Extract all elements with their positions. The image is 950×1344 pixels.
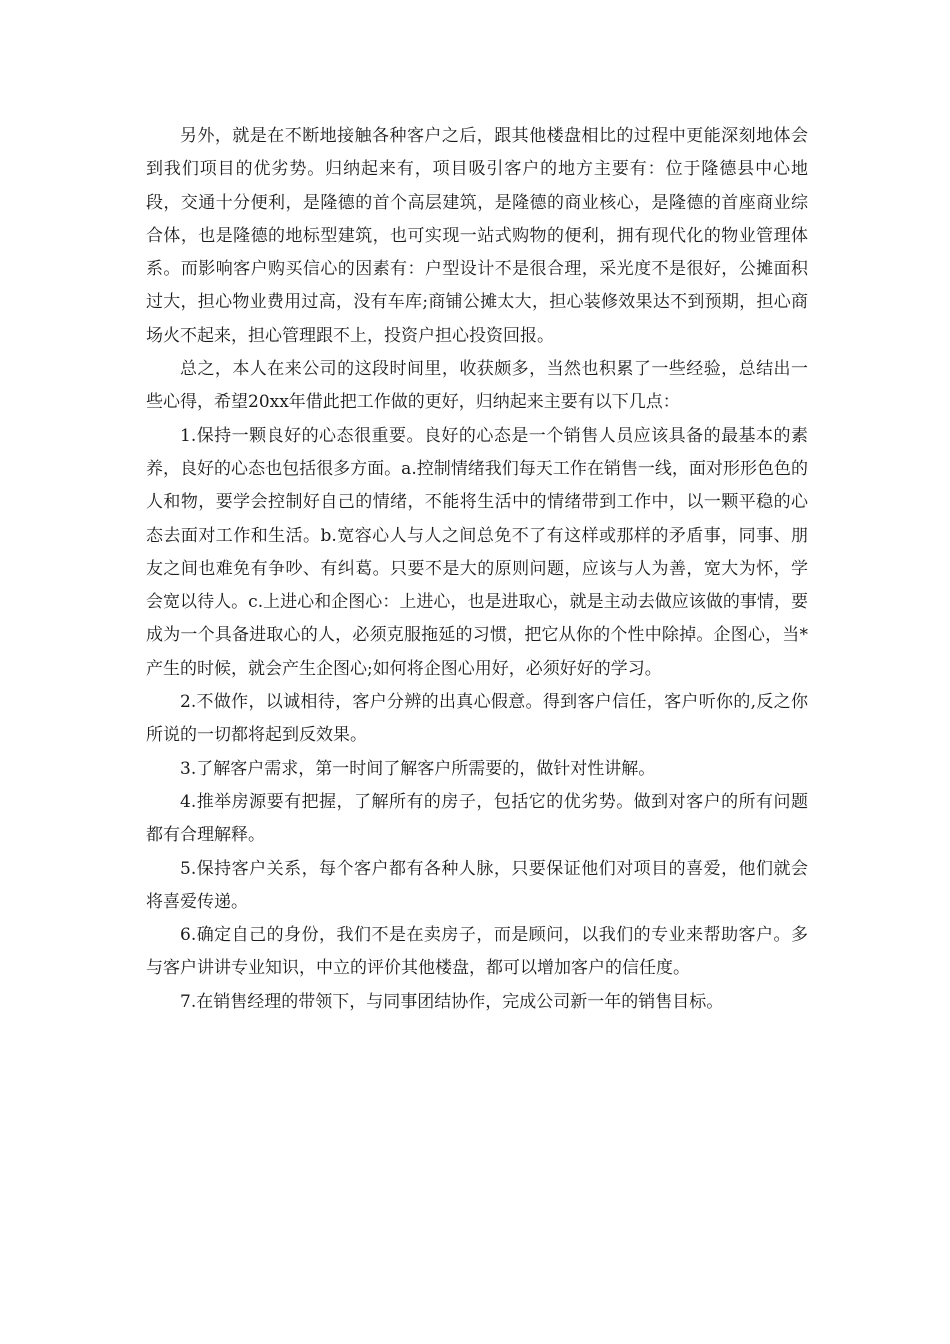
list-item-3-customer-needs: 3.了解客户需求，第一时间了解客户所需要的，做针对性讲解。 (180, 758, 656, 779)
paragraph-summary-intro: 总之，本人在来公司的这段时间里，收获颇多，当然也积累了一些经验，总结出一些心得，希望20xx年借此把工作做的更好，归纳起来主要有以下几点： (146, 359, 808, 413)
list-item-1-mindset: 1.保持一颗良好的心态很重要。良好的心态是一个销售人员应该具备的最基本的素养，良好的心态也包括很多方面。a.控制情绪我们每天工作在销售一线，面对形形色色的人和物，要学会控制好自己的情绪，不能将生活中的情绪带到工作中，以一颗平稳的心态去面对工作和生活。b.宽容心人与人之间总免不了有这样或那样的矛盾事，同事、朋友之间也难免有争吵、有纠葛。只要不是大的原则问题，应该与人为善，宽大为怀，学会宽以待人。c.上进心和企图心：上进心，也是进取心，就是主动去做应该做的事情，要成为一个具备进取心的人，必须克服拖延的习惯，把它从你的个性中除掉。企图心，当*产生的时候，就会产生企图心;如何将企图心用好，必须好好的学习。 (146, 425, 808, 679)
document-body (146, 120, 808, 1019)
list-item-4-property-knowledge: 4.推举房源要有把握，了解所有的房子，包括它的优劣势。做到对客户的所有问题都有合理解释。 (146, 791, 808, 846)
paragraph-project-strengths: 另外，就是在不断地接触各种客户之后，跟其他楼盘相比的过程中更能深刻地体会到我们项目的优劣势。归纳起来有，项目吸引客户的地方主要有：位于隆德县中心地段，交通十分便利，是隆德的首个高层建筑，是隆德的商业核心，是隆德的首座商业综合体，也是隆德的地标型建筑，也可实现一站式购物的便利，拥有现代化的物业管理体系。而影响客户购买信心的因素有：户型设计不是很合理，采光度不是很好，公摊面积过大，担心物业费用过高，没有车库;商铺公摊太大，担心装修效果达不到预期，担心商场火不起来，担心管理跟不上，投资户担心投资回报。 (146, 126, 808, 346)
list-item-6-consultant-role: 6.确定自己的身份，我们不是在卖房子，而是顾问，以我们的专业来帮助客户。多与客户讲讲专业知识，中立的评价其他楼盘，都可以增加客户的信任度。 (146, 925, 808, 979)
list-item-2-sincerity: 2.不做作，以诚相待，客户分辨的出真心假意。得到客户信任，客户听你的,反之你所说的一切都将起到反效果。 (146, 692, 808, 746)
list-item-7-sales-target: 7.在销售经理的带领下，与同事团结协作，完成公司新一年的销售目标。 (180, 991, 724, 1012)
list-item-5-customer-relations: 5.保持客户关系，每个客户都有各种人脉，只要保证他们对项目的喜爱，他们就会将喜爱传递。 (146, 858, 808, 912)
